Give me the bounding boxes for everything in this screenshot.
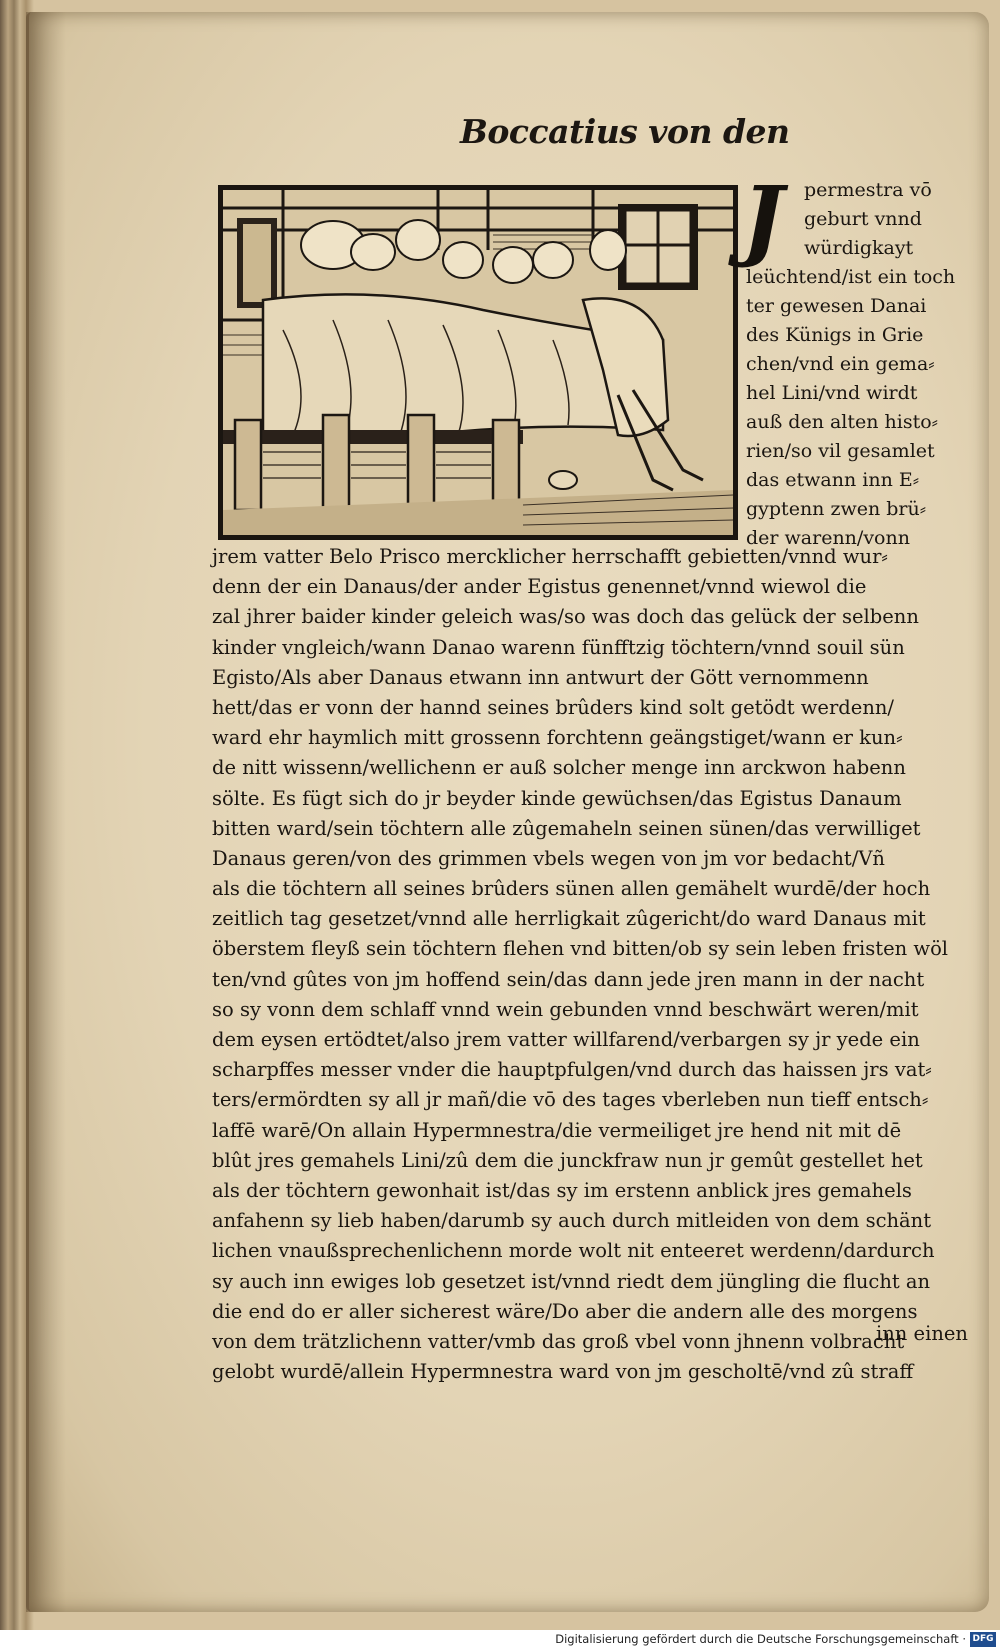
text-line: jrem vatter Belo Prisco mercklicher herrschafft gebietten/vnnd wur⸗ [212,545,888,568]
text-line: leüchtend/ist ein toch [746,266,956,288]
text-line: scharpffes messer vnder die hauptpfulgen/vnd durch das haissen jrs vat⸗ [212,1058,932,1082]
text-line: chen/vnd ein gema⸗ [746,353,935,375]
text-line: ward ehr haymlich mitt grossenn forchtenn geängstiget/wann er kun⸗ [212,726,903,750]
text-line: ters/ermördten sy all jr mañ/die vō des tages vberleben nun tieff entsch⸗ [212,1088,929,1112]
text-line: permestra vō [804,179,932,201]
text-line: laffē warē/On allain Hypermnestra/die vermeiliget jre hend nit mit dē [212,1118,902,1142]
text-line: von dem trätzlichenn vatter/vmb das groß vbel vonn jhnenn volbracht [212,1329,905,1353]
text-line: bitten ward/sein töchtern alle zûgemaheln seinen sünen/das verwilliget [212,816,921,840]
text-line: sölte. Es fügt sich do jr beyder kinde gewüchsen/das Egistus Danaum [212,786,902,810]
text-line: kinder vngleich/wann Danao warenn fünfftzig töchtern/vnnd souil sün [212,635,905,659]
text-line: die end do er aller sicherest wäre/Do aber die andern alle des morgens [212,1299,918,1323]
text-line: Danaus geren/von des grimmen vbels wegen von jm vor bedacht/Vñ [212,846,885,870]
running-head: Boccatius von den [460,112,790,151]
dfg-logo-icon: DFG [970,1632,996,1647]
text-line: ter gewesen Danai [746,295,927,317]
text-line: als der töchtern gewonhait ist/das sy im erstenn anblick jres gemahels [212,1178,912,1202]
text-line: anfahenn sy lieb haben/darumb sy auch durch mitleiden von dem schänt [212,1209,932,1233]
text-line: ten/vnd gûtes von jm hoffend sein/das dann jede jren mann in der nacht [212,967,925,991]
catchword: inn einen [876,1322,968,1345]
text-line: denn der ein Danaus/der ander Egistus genennet/vnnd wiewol die [212,575,867,599]
body-text [212,542,972,1387]
text-line: zal jhrer baider kinder geleich was/so was doch das gelück der selbenn [212,605,919,629]
text-line: lichen vnaußsprechenlichenn morde wolt nit enteeret werdenn/dardurch [212,1239,935,1263]
text-line: hett/das er vonn der hannd seines brûders kind solt getödt werdenn/ [212,695,895,719]
footer-credit: Digitalisierung gefördert durch die Deutsche Forschungsgemeinschaft · [555,1632,966,1646]
text-line: als die töchtern all seines brûders sünen allen gemähelt wurdē/der hoch [212,877,931,901]
text-line: dem eysen ertödtet/also jrem vatter willfarend/verbargen sy jr yede ein [212,1028,920,1051]
text-line: hel Lini/vnd wirdt [746,382,918,404]
footer-bar [0,1630,1000,1650]
text-line: gelobt wurdē/allein Hypermnestra ward von jm gescholtē/vnd zû straff [212,1360,914,1384]
side-column-text [746,176,956,553]
text-line: würdigkayt [804,237,914,259]
text-line: gyptenn zwen brü⸗ [746,498,927,520]
text-line: das etwann inn E⸗ [746,469,920,491]
text-line: de nitt wissenn/wellichenn er auß solcher menge inn arckwon habenn [212,756,906,780]
text-line: auß den alten histo⸗ [746,411,939,433]
text-line: rien/so vil gesamlet [746,440,935,462]
text-line: so sy vonn dem schlaff vnnd wein gebunden vnnd beschwärt weren/mit [212,997,919,1021]
text-line: öberstem fleyß sein töchtern flehen vnd bitten/ob sy sein leben fristen wöl [212,937,949,961]
woodcut-illustration [218,185,738,540]
text-line: geburt vnnd [804,208,922,230]
text-line: Egisto/Als aber Danaus etwann inn antwurt der Gött vernommenn [212,665,869,689]
text-line: blût jres gemahels Lini/zû dem die junckfraw nun jr gemût gestellet het [212,1148,923,1172]
initial-letter: J [742,166,784,270]
text-line: sy auch inn ewiges lob gesetzet ist/vnnd riedt dem jüngling die flucht an [212,1269,931,1293]
text-line: des Künigs in Grie [746,324,924,346]
text-line: zeitlich tag gesetzet/vnnd alle herrligkait zûgericht/do ward Danaus mit [212,907,926,931]
text-line: der warenn/vonn [746,527,910,549]
